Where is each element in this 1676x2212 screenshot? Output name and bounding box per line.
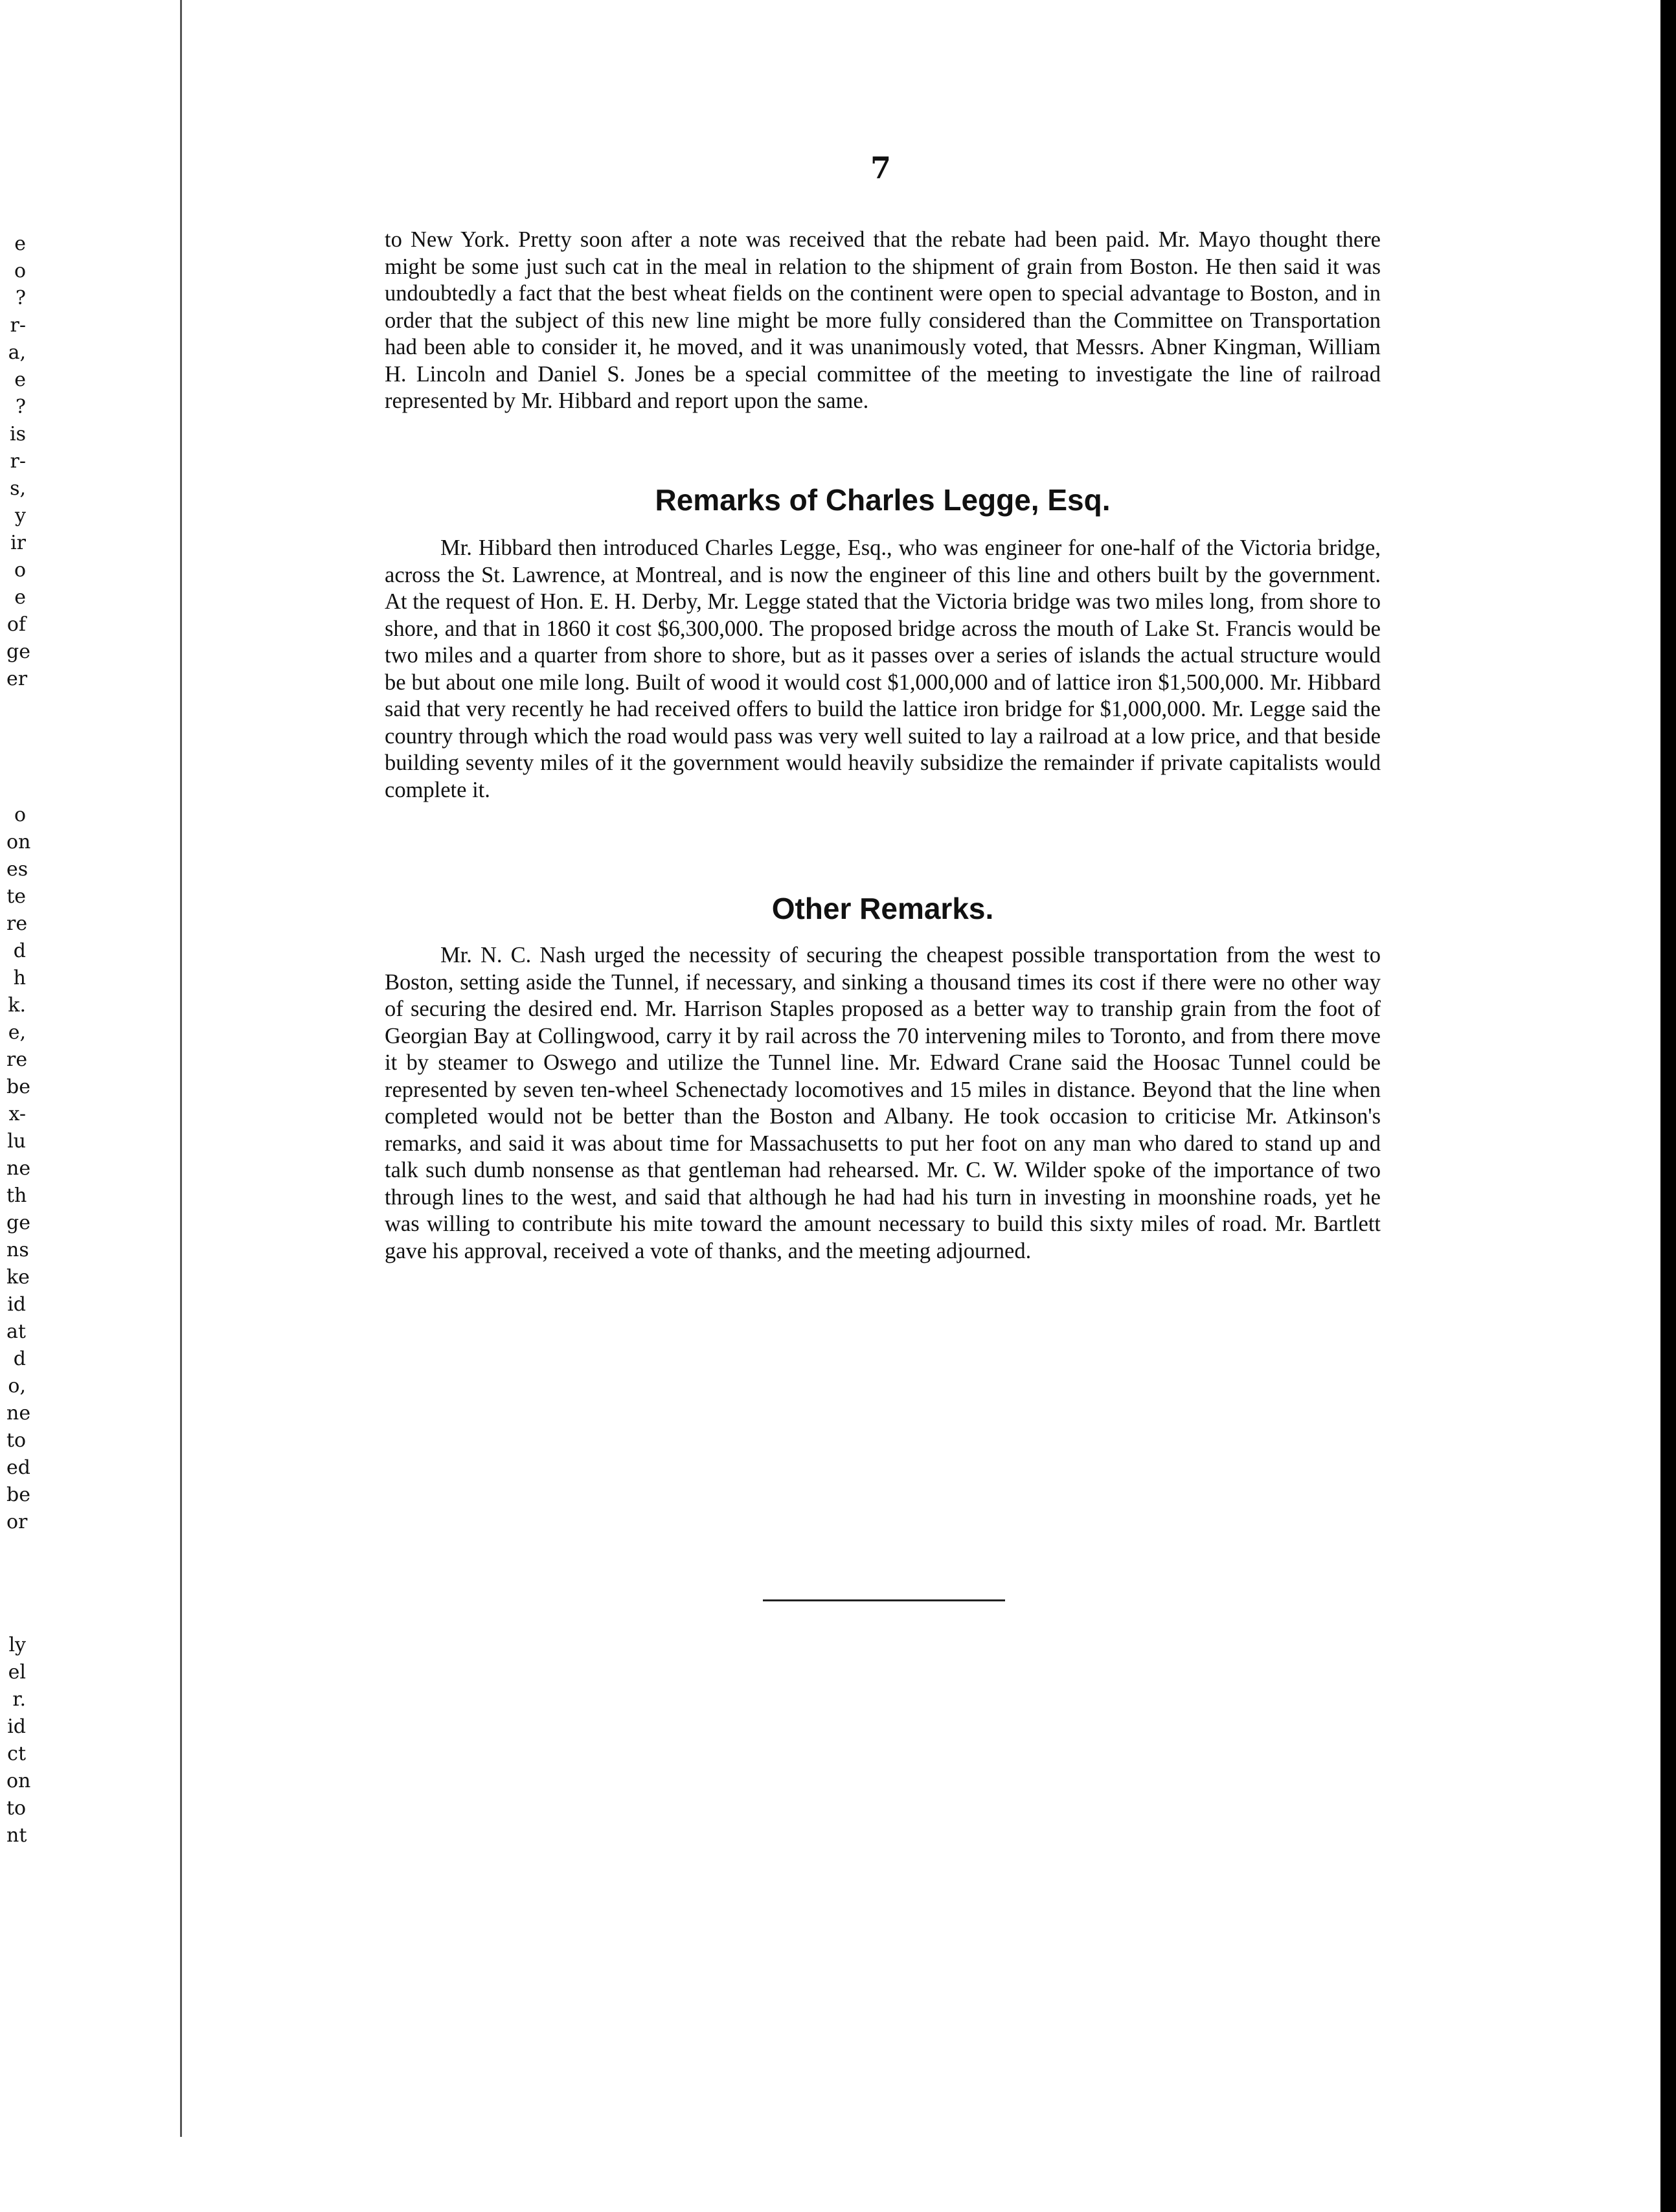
gutter-bleed-fragment: ? — [15, 396, 26, 418]
gutter-bleed-fragment: lu — [7, 1130, 26, 1153]
gutter-bleed-fragment: e — [14, 586, 26, 609]
gutter-bleed-fragment: s, — [10, 477, 26, 500]
gutter-bleed-fragment: ly — [8, 1634, 26, 1656]
gutter-bleed-fragment: r. — [12, 1688, 26, 1711]
opening-paragraph: to New York. Pretty soon after a note was received that the rebate had been paid. Mr. Mayo thought there might be some just such cat in the meal in relation to the shipment of grain from Boston. He then said it was undoubtedly a fact that the best wheat fields on the continent were open to special advantage to Boston, and in order that the subject of this new line might be more fully considered than the Committee on Transportation had been able to consider it, he moved, and it was unanimously voted, that Messrs. Abner Kingman, William H. Lincoln and Daniel S. Jones be a special committee of the meeting to investigate the line of railroad represented by Mr. Hibbard and report upon the same. — [385, 227, 1381, 413]
gutter-bleed-fragment: is — [10, 423, 26, 446]
gutter-bleed-fragment: ke — [6, 1266, 30, 1289]
gutter-bleed-fragment: e, — [8, 1021, 26, 1044]
gutter-bleed-fragment: r- — [10, 314, 26, 337]
gutter-bleed-fragment: ge — [6, 1212, 30, 1234]
other-remarks-section — [385, 942, 1381, 1265]
scan-edge-border — [1660, 0, 1676, 2212]
gutter-bleed-fragment: id — [7, 1715, 26, 1738]
gutter-bleed-fragment: id — [7, 1293, 26, 1316]
gutter-bleed-fragment: to — [6, 1429, 27, 1452]
gutter-bleed-fragment: ? — [15, 287, 26, 310]
gutter-bleed-fragment: of — [6, 613, 26, 636]
other-remarks-paragraph: Mr. N. C. Nash urged the necessity of securing the cheapest possible transportation from the west to Boston, setting aside the Tunnel, if necessary, and sinking a thousand times its cost if there were no other way of securing the desired end. Mr. Harrison Staples proposed as a better way to tranship grain from the foot of Georgian Bay at Collingwood, carry it by rail across the 70 intervening miles to Toronto, and from there move it by steamer to Oswego and utilize the Tunnel line. Mr. Edward Crane said the Hoosac Tunnel could be represented by seven ten-wheel Schenectady locomotives and 15 miles in distance. Beyond that the line when completed would not be better than the Boston and Albany. He took occasion to criticise Mr. Atkinson's remarks, and said it was about time for Massachusetts to put her foot on any man who dared to stand up and talk such dumb nonsense as that gentleman had rehearsed. Mr. C. W. Wilder spoke of the importance of two through lines to the west, and said that although he had had his turn in investing in moonshine roads, yet he was willing to contribute his mite toward the amount necessary to build this sixty miles of road. Mr. Bartlett gave his approval, received a vote of thanks, and the meeting adjourned. — [385, 943, 1381, 1263]
end-rule-divider — [763, 1599, 1005, 1601]
gutter-bleed-fragment: d — [13, 940, 26, 962]
opening-section — [385, 227, 1381, 415]
gutter-bleed-fragment: re — [6, 912, 28, 935]
gutter-bleed-fragment: o — [14, 260, 26, 282]
gutter-bleed-fragment: e — [14, 232, 26, 255]
gutter-bleed-fragment: ge — [6, 640, 30, 663]
gutter-bleed-fragment: on — [6, 831, 31, 853]
gutter-bleed-fragment: to — [6, 1797, 27, 1820]
gutter-bleed-fragment: d — [13, 1348, 26, 1370]
page-number: 7 — [870, 150, 891, 185]
gutter-bleed-text-a — [6, 231, 30, 693]
section-heading-legge: Remarks of Charles Legge, Esq. — [655, 483, 1111, 517]
gutter-bleed-text-b — [6, 802, 31, 1536]
gutter-bleed-fragment: x- — [8, 1103, 26, 1125]
gutter-bleed-fragment: el — [8, 1661, 26, 1684]
gutter-bleed-fragment: o — [14, 559, 26, 581]
gutter-bleed-fragment: on — [6, 1770, 31, 1792]
gutter-bleed-fragment: at — [6, 1320, 26, 1343]
gutter-bleed-text-c — [6, 1632, 31, 1849]
gutter-bleed-fragment: r- — [10, 450, 26, 473]
gutter-bleed-fragment: nt — [6, 1824, 27, 1847]
gutter-bleed-fragment: o — [14, 804, 26, 826]
gutter-bleed-fragment: ir — [10, 532, 26, 554]
section-heading-other-remarks: Other Remarks. — [771, 892, 994, 925]
gutter-area — [0, 0, 194, 2212]
legge-paragraph: Mr. Hibbard then introduced Charles Legge, Esq., who was engineer for one-half of the Victoria bridge, across the St. Lawrence, at Montreal, and is now the engineer of this line and others built by the government. At the request of Hon. E. H. Derby, Mr. Legge stated that the Victoria bridge was two miles long, from shore to shore, and that in 1860 it cost $6,300,000. The proposed bridge across the mouth of Lake St. Francis would be two miles and a quarter from shore to shore, but as it passes over a series of islands the actual structure would be but about one mile long. Built of wood it would cost $1,000,000 and of lattice iron $1,500,000. Mr. Hibbard said that very recently he had received offers to build the lattice iron bridge for $1,000,000. Mr. Legge said the country through which the road would pass was very well suited to lay a railroad at a low price, and that beside building seventy miles of it the government would heavily subsidize the remainder if private capitalists would complete it. — [385, 536, 1381, 802]
gutter-bleed-fragment: h — [13, 967, 26, 989]
gutter-bleed-fragment: e — [14, 368, 26, 391]
gutter-bleed-fragment: ns — [6, 1239, 29, 1261]
legge-section — [385, 535, 1381, 804]
gutter-bleed-fragment: ne — [6, 1157, 31, 1180]
gutter-bleed-fragment: ed — [6, 1456, 30, 1479]
gutter-bleed-fragment: er — [6, 668, 28, 690]
gutter-bleed-fragment: ne — [6, 1402, 31, 1425]
gutter-bleed-fragment: re — [6, 1048, 28, 1071]
gutter-bleed-fragment: o, — [8, 1375, 26, 1397]
gutter-bleed-fragment: ct — [7, 1743, 26, 1765]
gutter-bleed-fragment: te — [6, 885, 26, 908]
gutter-bleed-fragment: be — [6, 1484, 30, 1506]
gutter-fold-line — [180, 0, 182, 2137]
gutter-bleed-fragment: y — [15, 504, 26, 527]
gutter-bleed-fragment: a, — [8, 341, 26, 364]
gutter-bleed-fragment: or — [6, 1511, 28, 1533]
gutter-bleed-fragment: k. — [8, 994, 26, 1017]
gutter-bleed-fragment: th — [6, 1184, 27, 1207]
gutter-bleed-fragment: es — [6, 858, 28, 881]
gutter-bleed-fragment: be — [6, 1076, 30, 1098]
